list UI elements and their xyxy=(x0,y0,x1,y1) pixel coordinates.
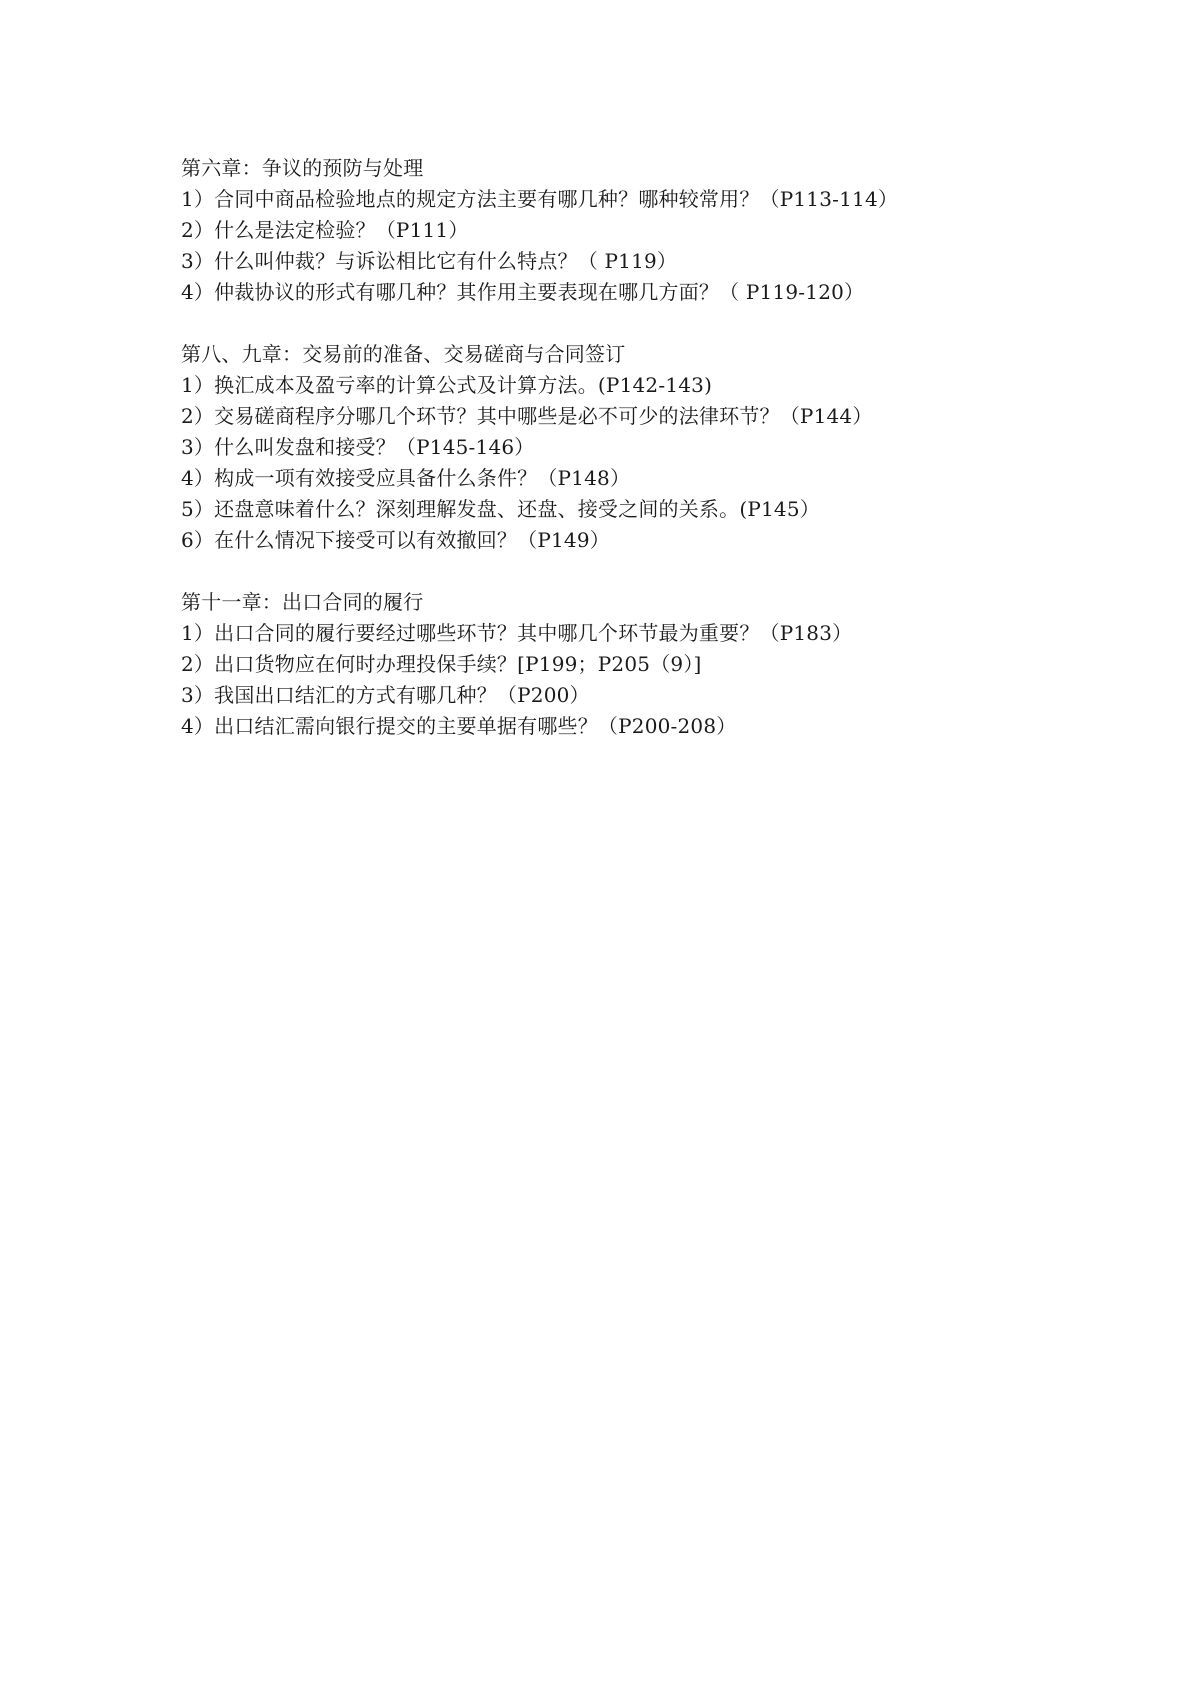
question-item: 1）换汇成本及盈亏率的计算公式及计算方法。(P142-143) xyxy=(181,373,713,397)
question-item: 1）出口合同的履行要经过哪些环节？其中哪几个环节最为重要？（P183） xyxy=(181,621,853,645)
section-title: 第八、九章：交易前的准备、交易磋商与合同签订 xyxy=(181,342,626,366)
section-chapter-6 xyxy=(181,153,1081,308)
question-item: 5）还盘意味着什么？深刻理解发盘、还盘、接受之间的关系。(P145） xyxy=(181,497,820,521)
document-page xyxy=(181,153,1081,773)
question-item: 2）出口货物应在何时办理投保手续？[P199；P205（9）] xyxy=(181,652,702,676)
question-item: 6）在什么情况下接受可以有效撤回？（P149） xyxy=(181,528,610,552)
question-item: 2）什么是法定检验？（P111） xyxy=(181,218,469,242)
section-chapter-8-9 xyxy=(181,339,1081,556)
question-item: 3）我国出口结汇的方式有哪几种？（P200） xyxy=(181,683,590,707)
section-title: 第十一章：出口合同的履行 xyxy=(181,590,424,614)
question-item: 4）出口结汇需向银行提交的主要单据有哪些？（P200-208） xyxy=(181,714,737,738)
section-chapter-11 xyxy=(181,587,1081,742)
question-item: 4）构成一项有效接受应具备什么条件？（P148） xyxy=(181,466,631,490)
question-item: 2）交易磋商程序分哪几个环节？其中哪些是必不可少的法律环节？（P144） xyxy=(181,404,873,428)
section-title: 第六章：争议的预防与处理 xyxy=(181,156,424,180)
question-item: 3）什么叫发盘和接受？（P145-146） xyxy=(181,435,535,459)
question-item: 1）合同中商品检验地点的规定方法主要有哪几种？哪种较常用？（P113-114） xyxy=(181,187,899,211)
question-item: 4）仲裁协议的形式有哪几种？其作用主要表现在哪几方面？（ P119-120） xyxy=(181,280,865,304)
question-item: 3）什么叫仲裁？与诉讼相比它有什么特点？（ P119） xyxy=(181,249,678,273)
